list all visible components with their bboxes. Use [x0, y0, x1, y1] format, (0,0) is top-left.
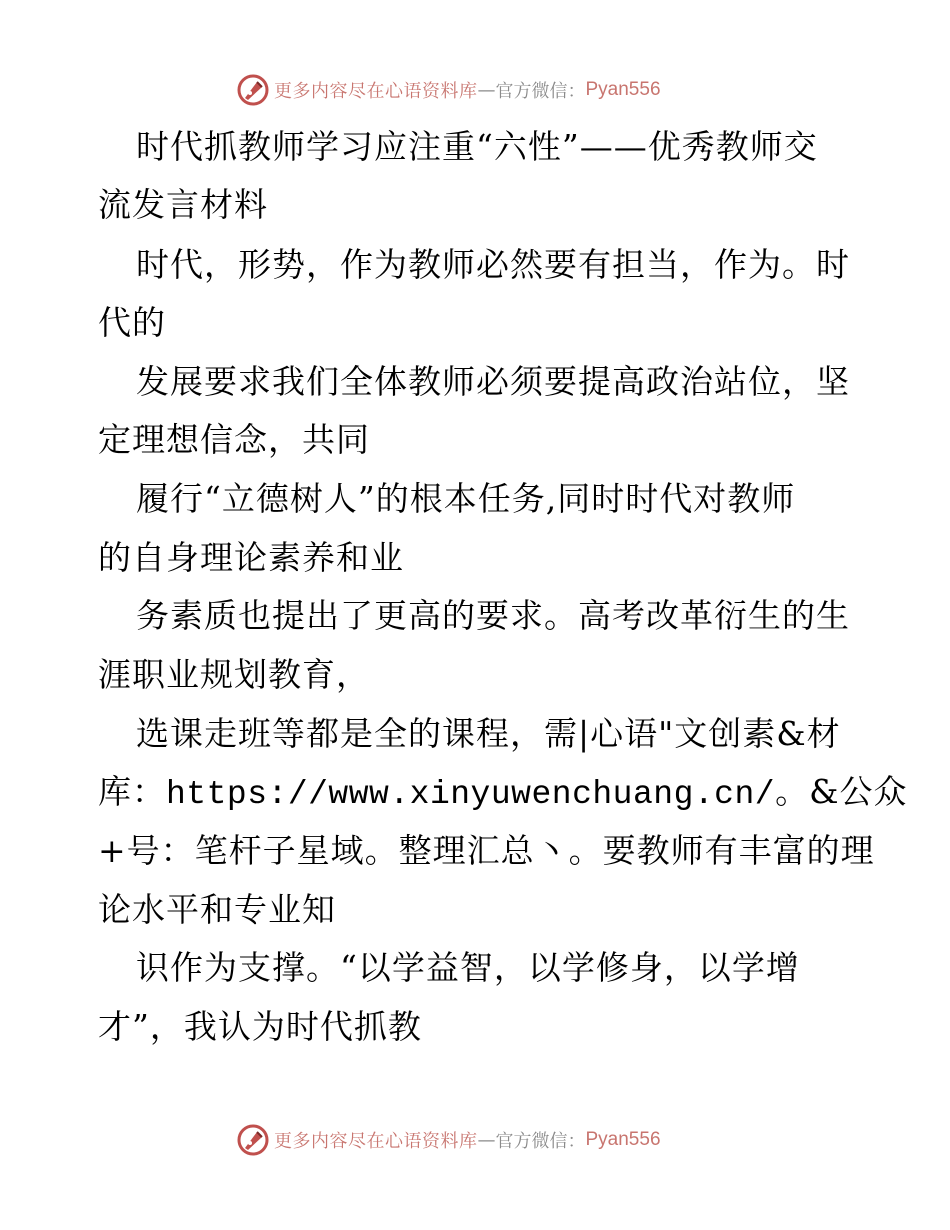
banner-wechat-id: Pyan556: [585, 1129, 661, 1150]
banner-dash: —: [477, 1129, 496, 1151]
paragraph-line: 务素质也提出了更高的要求。高考改革衍生的生: [136, 596, 850, 635]
website-url-text: https://www.xinyuwenchuang.cn/: [166, 776, 776, 813]
document-title-line-2: 流发言材料: [98, 185, 268, 224]
banner-site-text: 更多内容尽在心语资料库: [274, 81, 478, 102]
paragraph-line: 论水平和专业知: [98, 890, 336, 929]
paragraph-line: +号：笔杆子星域。整理汇总丶。要教师有丰富的理: [98, 831, 875, 870]
document-title-line-1: 时代抓教师学习应注重“六性”——优秀教师交: [136, 127, 818, 166]
footer-watermark-banner: [236, 1122, 716, 1158]
banner-site-text: 更多内容尽在心语资料库: [274, 1131, 478, 1152]
paragraph-line: 定理想信念，共同: [98, 420, 370, 459]
paragraph-line: 代的: [98, 303, 166, 342]
url-suffix: 。&公众: [775, 772, 908, 811]
paragraph-line: 才”，我认为时代抓教: [98, 1007, 422, 1046]
paragraph-line: 选课走班等都是全的课程，需|心语"文创素&材: [136, 714, 841, 753]
paragraph-line: 识作为支撑。“以学益智，以学修身，以学增: [136, 948, 800, 987]
paragraph-line: 时代，形势，作为教师必然要有担当，作为。时: [136, 245, 850, 284]
banner-wechat-label: 官方微信：: [495, 81, 586, 102]
header-watermark-banner: [236, 72, 716, 108]
pen-nib-logo-icon: [236, 1123, 270, 1157]
paragraph-line: 履行“立德树人”的根本任务,同时时代对教师: [136, 479, 796, 518]
pen-nib-logo-icon: [236, 73, 270, 107]
banner-wechat-label: 官方微信：: [495, 1131, 586, 1152]
paragraph-line-url: [98, 772, 908, 815]
paragraph-line: 发展要求我们全体教师必须要提高政治站位，坚: [136, 362, 850, 401]
url-prefix: 库：: [98, 772, 166, 811]
banner-wechat-id: Pyan556: [585, 79, 661, 100]
paragraph-line: 涯职业规划教育，: [98, 655, 370, 694]
banner-dash: —: [477, 79, 496, 101]
paragraph-line: 的自身理论素养和业: [98, 538, 404, 577]
